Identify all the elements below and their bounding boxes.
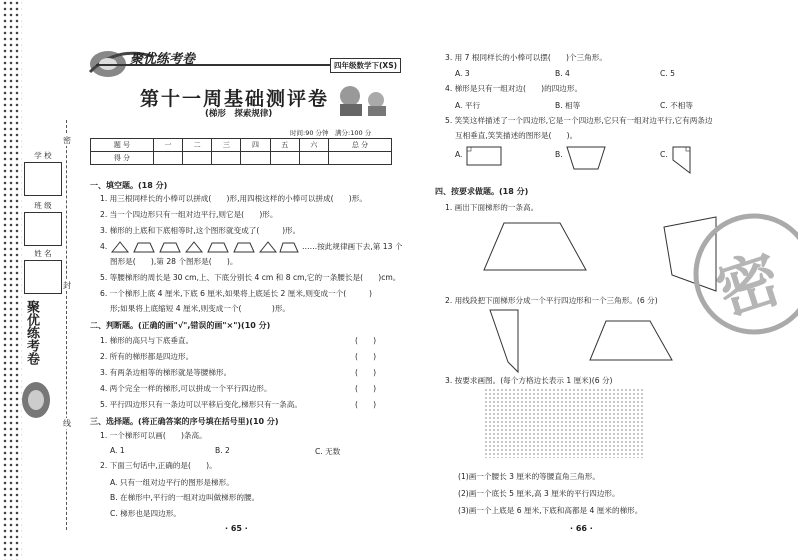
s2-item: 4. 两个完全一样的梯形,可以拼成一个平行四边形。 — [100, 384, 272, 393]
s1-q5: 5. 等腰梯形的周长是 30 cm,上、下底分别长 4 cm 和 8 cm,它的一条腰长是( )cm。 — [100, 273, 401, 282]
section1-heading: 一、填空题。(18 分) — [90, 181, 168, 190]
s3-q2-opt-a: A. 只有一组对边平行的图形是梯形。 — [110, 478, 234, 487]
trapezoid-figure-1 — [480, 220, 590, 274]
trapezoid-shape — [134, 243, 154, 252]
answer-paren[interactable]: ( ) — [355, 352, 377, 361]
triangle-shape — [186, 242, 202, 252]
s3-q3-opt-c: C. 5 — [660, 69, 675, 78]
s3-q5-line2: 互相垂直,笑笑描述的图形是( )。 — [455, 131, 578, 140]
school-field[interactable] — [24, 162, 62, 196]
school-label: 学 校 — [34, 151, 52, 160]
s4-sub3: (3)画一个上底是 6 厘米,下底和高都是 4 厘米的梯形。 — [458, 506, 643, 515]
triangle-shape — [260, 242, 276, 252]
answer-paren[interactable]: ( ) — [355, 400, 377, 409]
s3-q3: 3. 用 7 根同样长的小棒可以摆( )个三角形。 — [445, 53, 607, 62]
page-number-left: · 65 · — [225, 524, 248, 533]
s2-item: 3. 有两条边相等的梯形就是等腰梯形。 — [100, 368, 232, 377]
s1-q4-suffix: ……按此规律画下去,第 13 个 — [302, 242, 403, 251]
s3-q5-opt-a: A. — [455, 150, 463, 159]
shape-sequence — [110, 240, 300, 254]
trapezoid-shape — [280, 243, 298, 252]
score-header-cell: 六 — [299, 139, 328, 152]
s3-q1-opt-a: A. 1 — [110, 446, 125, 455]
s2-item: 2. 所有的梯形都是四边形。 — [100, 352, 194, 361]
score-table — [90, 138, 392, 165]
s4-q2: 2. 用线段把下面梯形分成一个平行四边形和一个三角形。(6 分) — [445, 296, 658, 305]
page-subtitle: (梯形 探索规律) — [205, 109, 273, 119]
binding-mark-xian: 线 — [63, 419, 71, 428]
s4-sub1: (1)画一个腰长 3 厘米的等腰直角三角形。 — [458, 472, 600, 481]
score-header-cell: 总 分 — [329, 139, 392, 152]
s2-item: 1. 梯形的高只与下底垂直。 — [100, 336, 194, 345]
s3-q4-opt-a: A. 平行 — [455, 101, 481, 110]
s3-q2-opt-b: B. 在梯形中,平行的一组对边叫做梯形的腰。 — [110, 493, 260, 502]
dot-pattern-border — [2, 0, 22, 560]
score-row-label: 得 分 — [91, 152, 154, 165]
s4-q1: 1. 画出下面梯形的一条高。 — [445, 203, 539, 212]
s1-q6-line2: 形;如果将上底缩短 4 厘米,则变成一个( )形。 — [110, 304, 291, 313]
score-cell[interactable] — [270, 152, 299, 165]
s3-q1-opt-b: B. 2 — [215, 446, 230, 455]
score-header-cell: 三 — [212, 139, 241, 152]
s3-q3-opt-a: A. 3 — [455, 69, 470, 78]
time-score-note: 时间:90 分钟 满分:100 分 — [290, 129, 372, 137]
section2-heading: 二、判断题。(正确的画"√",错误的画"×")(10 分) — [90, 321, 271, 330]
trapezoid-shape — [208, 243, 228, 252]
s4-q3: 3. 按要求画图。(每个方格边长表示 1 厘米)(6 分) — [445, 376, 613, 385]
score-header-cell: 五 — [270, 139, 299, 152]
triangle-shape — [112, 242, 128, 252]
s1-q1: 1. 用三根同样长的小棒可以拼成( )形,用四根这样的小棒可以拼成( )形。 — [100, 194, 367, 203]
s3-q3-opt-b: B. 4 — [555, 69, 570, 78]
cartoon-illustration-icon — [330, 80, 390, 120]
s4-sub2: (2)画一个底长 5 厘米,高 3 厘米的平行四边形。 — [458, 489, 620, 498]
trapezoid-figure-3 — [488, 308, 528, 374]
option-c-right-trapezoid-icon — [672, 146, 698, 174]
s1-q3: 3. 梯形的上底和下底相等时,这个图形就变成了( )形。 — [100, 226, 301, 235]
class-label: 班 级 — [34, 201, 52, 210]
vertical-logo-text: 聚优练考卷 — [24, 300, 39, 365]
score-header-cell: 四 — [241, 139, 270, 152]
name-field[interactable] — [24, 260, 62, 294]
s1-q4-line2: 图形是( ),第 28 个图形是( )。 — [110, 257, 238, 266]
grade-tag: 四年级数学下(XS) — [330, 58, 401, 73]
binding-line — [66, 120, 67, 530]
answer-paren[interactable]: ( ) — [355, 384, 377, 393]
s1-q6-line1: 6. 一个梯形上底 4 厘米,下底 6 厘米,如果将上底延长 2 厘米,则变成一个( ) — [100, 289, 373, 298]
score-header-cell: 题 号 — [91, 139, 154, 152]
vertical-logo — [16, 290, 56, 440]
s3-q2-opt-c: C. 梯形也是四边形。 — [110, 509, 181, 518]
s3-q4-opt-c: C. 不相等 — [660, 101, 693, 110]
s3-q4-opt-b: B. 相等 — [555, 101, 581, 110]
dot-grid[interactable] — [484, 388, 644, 458]
s3-q1-opt-c: C. 无数 — [315, 447, 341, 456]
page-title: 第十一周基础测评卷 — [140, 88, 330, 110]
score-cell[interactable] — [299, 152, 328, 165]
score-cell[interactable] — [183, 152, 212, 165]
s3-q2: 2. 下面三句话中,正确的是( )。 — [100, 461, 217, 470]
answer-paren[interactable]: ( ) — [355, 336, 377, 345]
score-cell[interactable] — [329, 152, 392, 165]
s3-q5-opt-c: C. — [660, 150, 668, 159]
page-number-right: · 66 · — [570, 524, 593, 533]
s1-q4-prefix: 4. — [100, 242, 108, 251]
logo-text: 聚优练考卷 — [130, 52, 196, 67]
s3-q5-line1: 5. 笑笑这样描述了一个四边形,它是一个四边形,它只有一组对边平行,它有两条边 — [445, 116, 713, 125]
name-label: 姓 名 — [34, 249, 52, 258]
score-cell[interactable] — [241, 152, 270, 165]
s3-q4: 4. 梯形是只有一组对边( )的四边形。 — [445, 84, 583, 93]
confidential-stamp-text: 密 — [707, 240, 790, 330]
trapezoid-figure-4 — [586, 318, 676, 364]
class-field[interactable] — [24, 212, 62, 246]
trapezoid-shape — [160, 243, 180, 252]
score-header-cell: 二 — [183, 139, 212, 152]
s2-item: 5. 平行四边形只有一条边可以平移后变化,梯形只有一条高。 — [100, 400, 302, 409]
s1-q2: 2. 当一个四边形只有一组对边平行,则它是( )形。 — [100, 210, 278, 219]
section3-heading: 三、选择题。(将正确答案的序号填在括号里)(10 分) — [90, 417, 279, 426]
s3-q5-opt-b: B. — [555, 150, 563, 159]
option-b-trapezoid-icon — [566, 146, 606, 170]
s3-q1: 1. 一个梯形可以画( )条高。 — [100, 431, 207, 440]
binding-mark-mi: 密 — [63, 136, 71, 145]
score-cell[interactable] — [153, 152, 182, 165]
option-a-rectangle-icon — [466, 146, 502, 166]
score-cell[interactable] — [212, 152, 241, 165]
section4-heading: 四、按要求做题。(18 分) — [435, 187, 529, 196]
score-header-cell: 一 — [153, 139, 182, 152]
trapezoid-shape — [234, 243, 254, 252]
binding-mark-feng: 封 — [63, 281, 71, 290]
answer-paren[interactable]: ( ) — [355, 368, 377, 377]
